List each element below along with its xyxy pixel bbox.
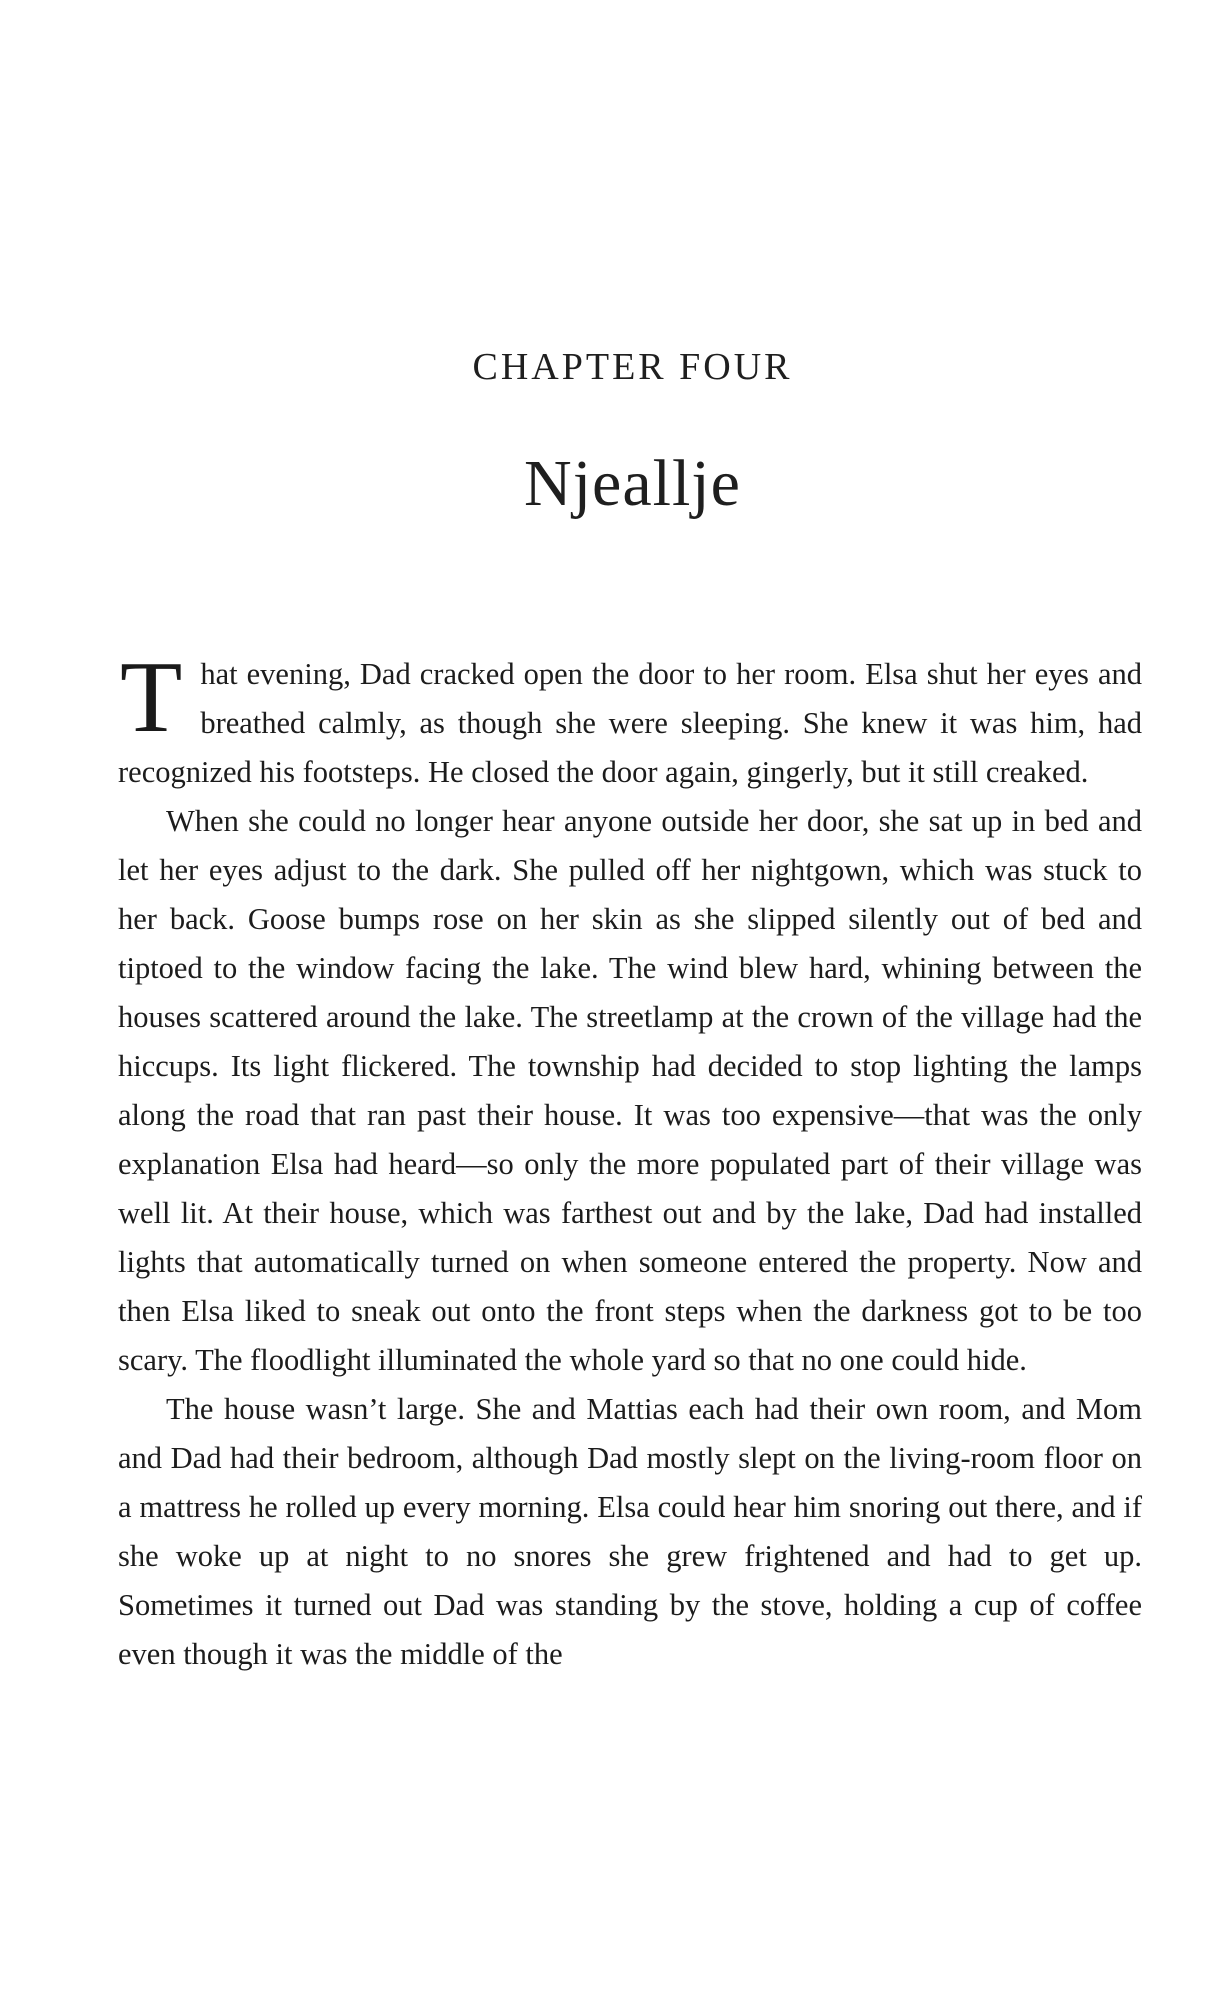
paragraph-3: The house wasn’t large. She and Mattias each had their own room, and Mom and Dad had their bedroom, although Dad mostly slept on the living-room floor on a mattress he rolled up every morning. Elsa could hear him snoring out there, and if she woke up at night to no snores she grew frightened and had to get up. Sometimes it turned out Dad was standing by the stove, holding a cup of coffee even though it was the middle of the: [118, 1392, 1142, 1671]
chapter-body: [118, 641, 1142, 1679]
paragraph-1-text: hat evening, Dad cracked open the door to her room. Elsa shut her eyes and breathed calmly, as though she were sleeping. She knew it was him, had recognized his footsteps. He closed the door again, gingerly, but it still creaked.: [118, 657, 1142, 789]
paragraph-2: When she could no longer hear anyone outside her door, she sat up in bed and let her eyes adjust to the dark. She pulled off her nightgown, which was stuck to her back. Goose bumps rose on her skin as she slipped silently out of bed and tiptoed to the window facing the lake. The wind blew hard, whining between the houses scattered around the lake. The streetlamp at the crown of the village had the hiccups. Its light flickered. The township had decided to stop lighting the lamps along the road that ran past their house. It was too expensive—that was the only explanation Elsa had heard—so only the more populated part of their village was well lit. At their house, which was farthest out and by the lake, Dad had installed lights that automatically turned on when someone entered the property. Now and then Elsa liked to sneak out onto the front steps when the darkness got to be too scary. The floodlight illuminated the whole yard so that no one could hide.: [118, 804, 1142, 1377]
chapter-title: Njeallje: [524, 447, 741, 520]
drop-cap: T: [120, 641, 183, 754]
paragraph-1: [118, 641, 1142, 797]
chapter-number: CHAPTER FOUR: [472, 346, 793, 388]
